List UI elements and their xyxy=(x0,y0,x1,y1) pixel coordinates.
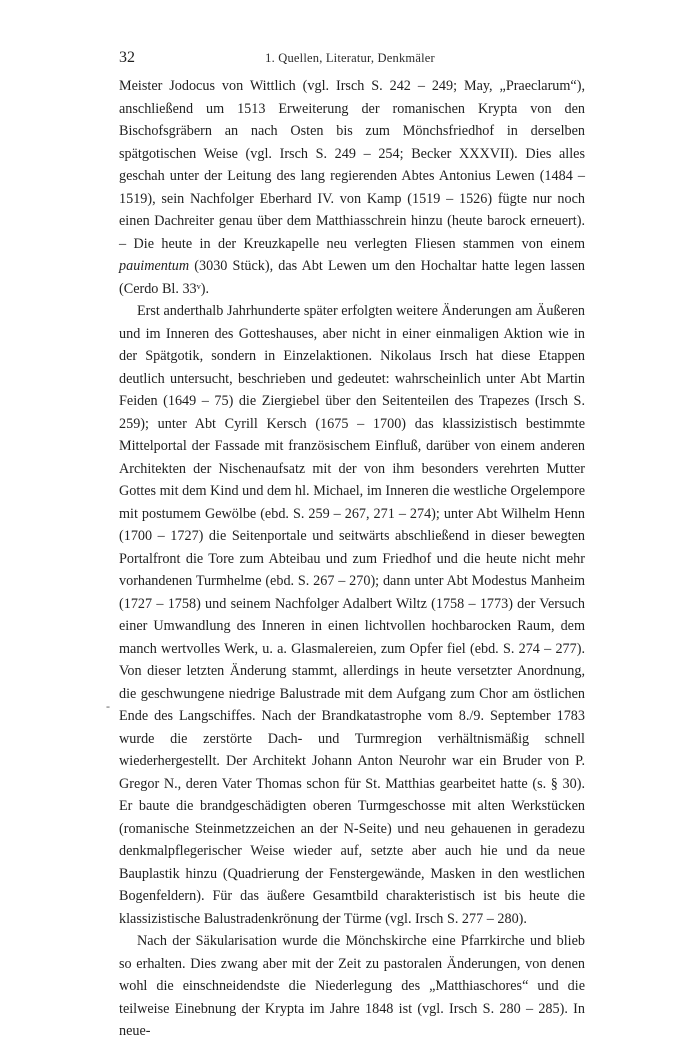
paragraph-3: Nach der Säkularisation wurde die Mönchskirche eine Pfarrkirche und blieb so erhalten. Dies zwang aber mit der Zeit zu pastoralen Änderungen, von denen wohl die einschneidendste die Niederlegung des „Matthiaschores“ und die teilweise Einebnung der Krypta im Jahre 1848 ist (vgl. Irsch S. 280 – 285). In neue- xyxy=(119,933,585,1039)
margin-mark: - xyxy=(106,699,110,713)
page-number: 32 xyxy=(119,49,135,66)
paragraph-1 xyxy=(119,75,585,300)
paragraph-1-text-a: Meister Jodocus von Wittlich (vgl. Irsch S. 242 – 249; May, „Praeclarum“), anschließend um 1513 Erweiterung der romanischen Krypta von den Bischofsgräbern an nach Osten bis zum Mönchsfriedhof in derselben spätgotischen Weise (vgl. Irsch S. 249 – 254; Becker XXXVII). Dies alles geschah unter der Leitung des lang regierenden Abtes Antonius Lewen (1484 – 1519), sein Nachfolger Eberhard IV. von Kamp (1519 – 1526) fügte nur noch einen Dachreiter genau über dem Matthiasschrein hinzu (heute barock erneuert). – Die heute in der Kreuzkapelle neu verlegten Fliesen stammen von einem xyxy=(119,78,585,252)
body-text xyxy=(119,75,585,1043)
latin-term: pauimentum xyxy=(119,258,190,274)
running-head: 1. Quellen, Literatur, Denkmäler xyxy=(265,51,435,65)
paragraph-2: Erst anderthalb Jahrhunderte später erfolgten weitere Änderungen am Äußeren und im Inneren des Gotteshauses, aber nicht in einer einmaligen Aktion wie in der Spätgotik, sondern in Einzelaktionen. Nikolaus Irsch hat diese Etappen deutlich untersucht, beschrieben und gedeutet: wahrscheinlich unter Abt Martin Feiden (1649 – 75) die Ziergiebel über den Seitenteilen des Trapezes (Irsch S. 259); unter Abt Cyrill Kersch (1675 – 1700) das klassizistisch bestimmte Mittelportal der Fassade mit französischem Einfluß, darüber von einem anderen Architekten der Nischenaufsatz mit der von ihm besonders verehrten Mutter Gottes mit dem Kind und dem hl. Michael, im Inneren die westliche Orgelempore mit postumem Gewölbe (ebd. S. 259 – 267, 271 – 274); unter Abt Wilhelm Henn (1700 – 1727) die Seitenportale und seitwärts abschließend in dieser bewegten Portalfront die Tore zum Abteibau und zum Friedhof und die heute nicht mehr vorhandenen Turmhelme (ebd. S. 267 – 270); dann unter Abt Modestus Manheim (1727 – 1758) und seinem Nachfolger Adalbert Wiltz (1758 – 1773) der Versuch einer Umwandlung des Inneren in einen lichtvollen hochbarocken Raum, dem manch wertvolles Werk, u. a. Glasmalereien, zum Opfer fiel (ebd. S. 274 – 277). Von dieser letzten Änderung stammt, allerdings in heute versetzter Anordnung, die geschwungene niedrige Balustrade mit dem Aufgang zum Chor am östlichen Ende des Langschiffes. Nach der Brandkatastrophe vom 8./9. September 1783 wurde die zerstörte Dach- und Turmregion verhältnismäßig schnell wiederhergestellt. Der Architekt Johann Anton Neurohr war ein Bruder von P. Gregor N., deren Vater Thomas schon für St. Matthias gearbeitet hatte (s. § 30). Er baute die brandgeschädigten oberen Turmgeschosse mit alten Werkstücken (romanische Steinmetzzeichen an der N-Seite) und neu gehauenen in geradezu denkmalpflegerischer Weise wieder auf, setzte aber auch hie und da neue Bauplastik hinzu (Quadrierung der Fenstergewände, Masken in den westlichen Bogenfeldern). Für das äußere Gesamtbild charakteristisch ist bis heute die klassizistische Balustradenkrönung der Türme (vgl. Irsch S. 277 – 280). xyxy=(119,303,585,927)
paragraph-1-text-b: (3030 Stück), das Abt Lewen um den Hochaltar hatte legen lassen (Cerdo Bl. 33ᵛ). xyxy=(119,258,585,297)
